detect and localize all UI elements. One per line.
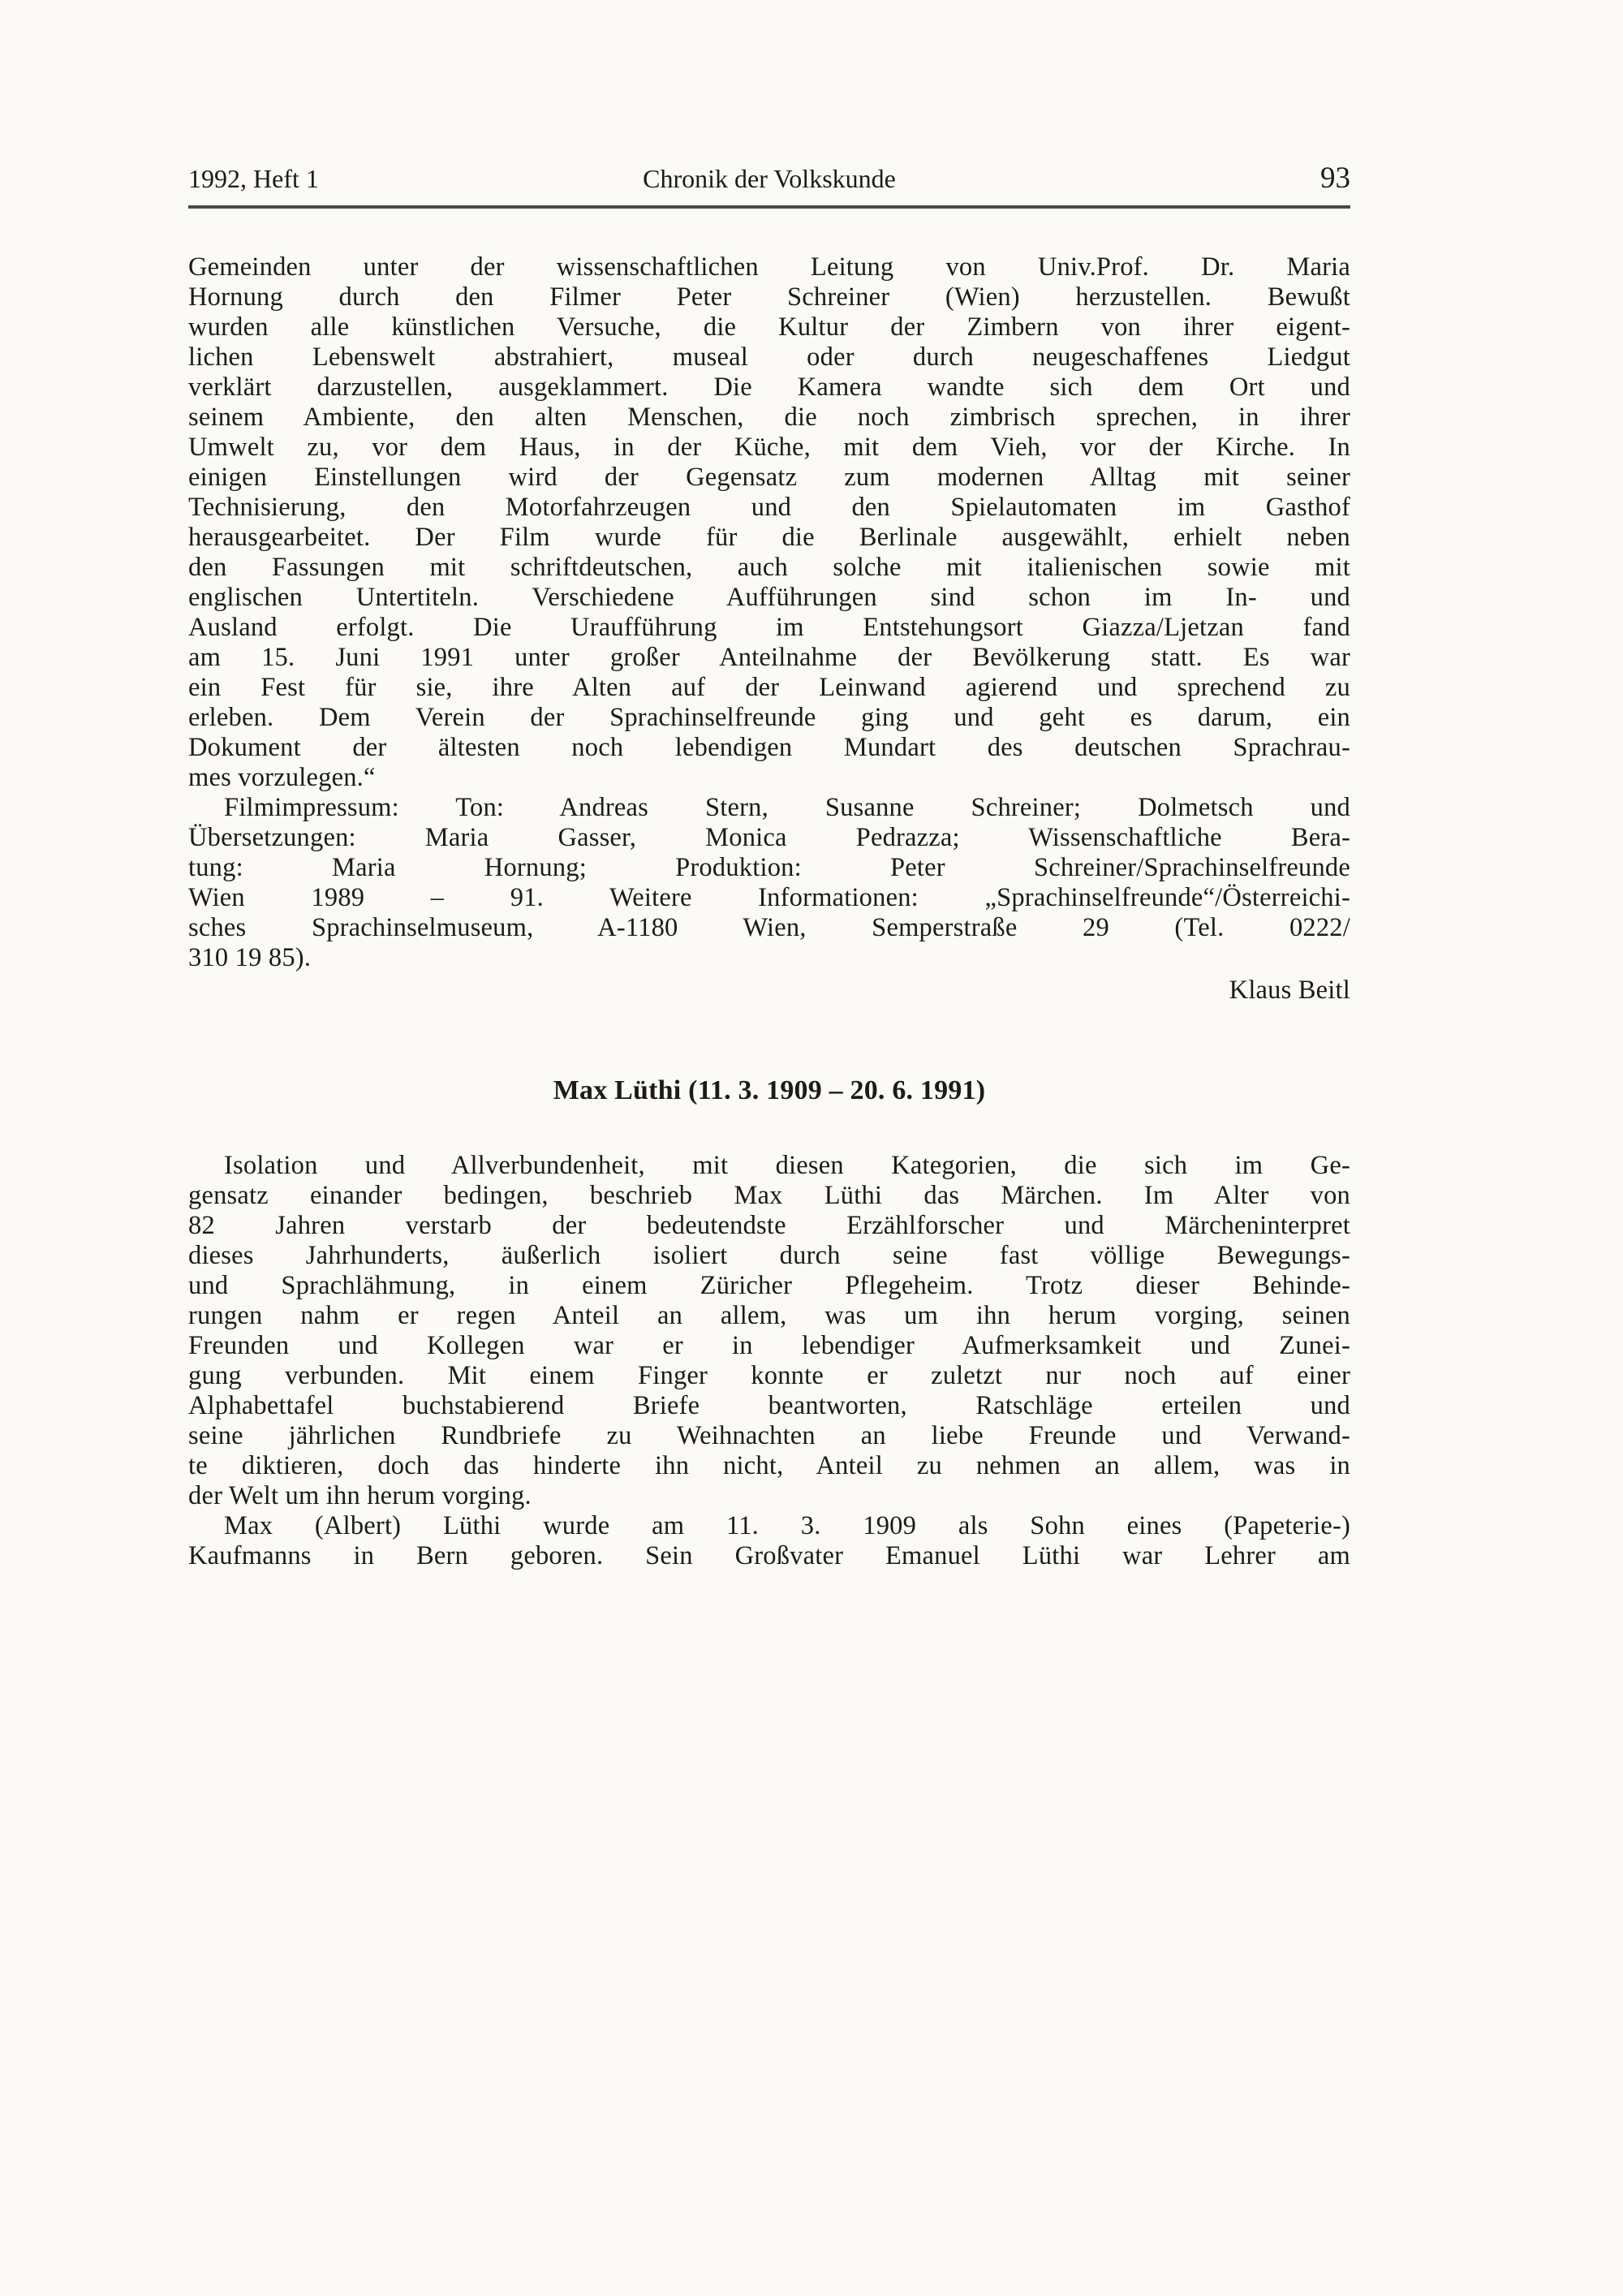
text-line: mes vorzulegen.“ bbox=[188, 763, 376, 792]
text-line: rungen nahm er regen Anteil an allem, was um ihn herum vorging, seinen bbox=[188, 1301, 1350, 1330]
text-line: Filmimpressum: Ton: Andreas Stern, Susanne Schreiner; Dolmetsch und bbox=[224, 793, 1350, 822]
document-body bbox=[188, 252, 1350, 1571]
text-line: erleben. Dem Verein der Sprachinselfreunde ging und geht es darum, ein bbox=[188, 703, 1350, 732]
text-line: Ausland erfolgt. Die Uraufführung im Entstehungsort Giazza/Ljetzan fand bbox=[188, 613, 1350, 642]
header-rule bbox=[188, 205, 1350, 209]
text-line: und Sprachlähmung, in einem Züricher Pflegeheim. Trotz dieser Behinde- bbox=[188, 1271, 1350, 1300]
text-line: Umwelt zu, vor dem Haus, in der Küche, mit dem Vieh, vor der Kirche. In bbox=[188, 433, 1350, 462]
text-line: seine jährlichen Rundbriefe zu Weihnachten an liebe Freunde und Verwand- bbox=[188, 1421, 1350, 1450]
author-signature: Klaus Beitl bbox=[1229, 976, 1350, 1005]
text-line: Kaufmanns in Bern geboren. Sein Großvater Emanuel Lüthi war Lehrer am bbox=[188, 1541, 1350, 1570]
text-line: den Fassungen mit schriftdeutschen, auch solche mit italienischen sowie mit bbox=[188, 553, 1350, 582]
text-line: seinem Ambiente, den alten Menschen, die noch zimbrisch sprechen, in ihrer bbox=[188, 403, 1350, 432]
text-line: 310 19 85). bbox=[188, 943, 312, 972]
issue-label: 1992, Heft 1 bbox=[188, 164, 319, 193]
text-line: Freunden und Kollegen war er in lebendiger Aufmerksamkeit und Zunei- bbox=[188, 1331, 1350, 1360]
text-line: einigen Einstellungen wird der Gegensatz zum modernen Alltag mit seiner bbox=[188, 463, 1350, 492]
text-line: te diktieren, doch das hinderte ihn nicht, Anteil zu nehmen an allem, was in bbox=[188, 1451, 1350, 1480]
text-line: Übersetzungen: Maria Gasser, Monica Pedrazza; Wissenschaftliche Bera- bbox=[188, 823, 1350, 852]
text-line: Wien 1989 – 91. Weitere Informationen: „Sprachinselfreunde“/Österreichi- bbox=[188, 883, 1350, 912]
text-line: gensatz einander bedingen, beschrieb Max Lüthi das Märchen. Im Alter von bbox=[188, 1181, 1350, 1210]
text-line: 82 Jahren verstarb der bedeutendste Erzählforscher und Märcheninterpret bbox=[188, 1211, 1350, 1240]
text-line: gung verbunden. Mit einem Finger konnte er zuletzt nur noch auf einer bbox=[188, 1361, 1350, 1390]
journal-title: Chronik der Volkskunde bbox=[643, 164, 896, 193]
body-paragraph bbox=[188, 793, 1350, 973]
text-line: herausgearbeitet. Der Film wurde für die Berlinale ausgewählt, erhielt neben bbox=[188, 523, 1350, 552]
text-line: wurden alle künstlichen Versuche, die Kultur der Zimbern von ihrer eigent- bbox=[188, 312, 1350, 342]
text-line: Technisierung, den Motorfahrzeugen und den Spielautomaten im Gasthof bbox=[188, 493, 1350, 522]
text-line: Dokument der ältesten noch lebendigen Mundart des deutschen Sprachrau- bbox=[188, 733, 1350, 762]
text-line: Hornung durch den Filmer Peter Schreiner (Wien) herzustellen. Bewußt bbox=[188, 282, 1350, 312]
body-paragraph bbox=[188, 252, 1350, 793]
text-line: tung: Maria Hornung; Produktion: Peter Schreiner/Sprachinselfreunde bbox=[188, 853, 1350, 882]
text-line: dieses Jahrhunderts, äußerlich isoliert durch seine fast völlige Bewegungs- bbox=[188, 1241, 1350, 1270]
body-paragraph bbox=[188, 1511, 1350, 1571]
text-line: Max (Albert) Lüthi wurde am 11. 3. 1909 als Sohn eines (Papeterie-) bbox=[224, 1511, 1350, 1540]
text-line: Gemeinden unter der wissenschaftlichen Leitung von Univ.Prof. Dr. Maria bbox=[188, 252, 1350, 282]
page-header bbox=[188, 161, 1350, 196]
text-line: ein Fest für sie, ihre Alten auf der Leinwand agierend und sprechend zu bbox=[188, 673, 1350, 702]
page-number: 93 bbox=[1320, 162, 1350, 195]
text-line: englischen Untertiteln. Verschiedene Aufführungen sind schon im In- und bbox=[188, 583, 1350, 612]
text-line: Alphabettafel buchstabierend Briefe beantworten, Ratschläge erteilen und bbox=[188, 1391, 1350, 1420]
section-heading: Max Lüthi (11. 3. 1909 – 20. 6. 1991) bbox=[553, 1075, 986, 1105]
text-line: sches Sprachinselmuseum, A-1180 Wien, Semperstraße 29 (Tel. 0222/ bbox=[188, 913, 1350, 942]
text-line: der Welt um ihn herum vorging. bbox=[188, 1481, 532, 1510]
text-line: am 15. Juni 1991 unter großer Anteilnahme der Bevölkerung statt. Es war bbox=[188, 643, 1350, 672]
body-paragraph bbox=[188, 1151, 1350, 1511]
text-line: Isolation und Allverbundenheit, mit diesen Kategorien, die sich im Ge- bbox=[224, 1151, 1350, 1180]
text-line: verklärt darzustellen, ausgeklammert. Die Kamera wandte sich dem Ort und bbox=[188, 373, 1350, 402]
text-line: lichen Lebenswelt abstrahiert, museal oder durch neugeschaffenes Liedgut bbox=[188, 342, 1350, 372]
